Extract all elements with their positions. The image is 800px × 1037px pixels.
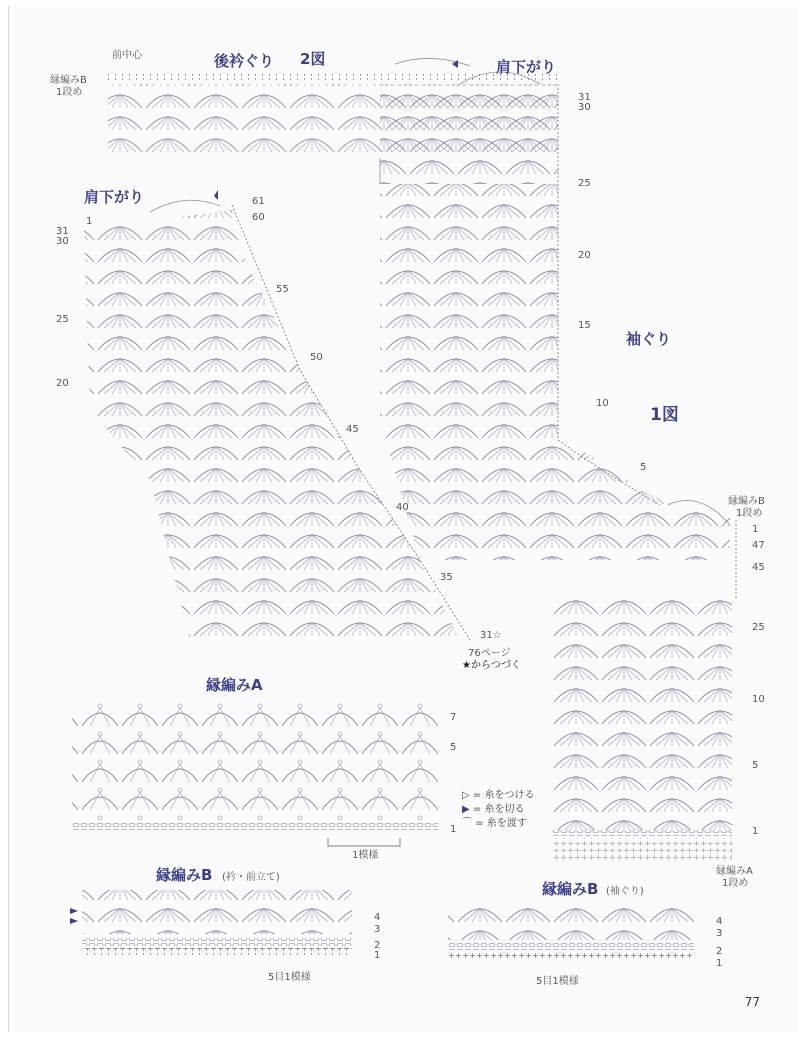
fuchi-b-sode-sub: (袖ぐり) bbox=[606, 886, 644, 897]
row-num: 20 bbox=[56, 378, 69, 389]
five-me-2: 5目1模様 bbox=[536, 976, 579, 987]
row-num: 4 bbox=[374, 912, 381, 923]
row-num: 5 bbox=[752, 760, 759, 771]
legend-cut-text: = 糸を切る bbox=[472, 804, 525, 815]
zu2-title: 2図 bbox=[300, 50, 326, 68]
fuchi-b-right-label: 縁編みB bbox=[728, 496, 765, 507]
row-num: 4 bbox=[716, 916, 723, 927]
one-pattern-a: 1模様 bbox=[352, 850, 379, 861]
continue-marker: 31☆ bbox=[480, 630, 502, 641]
chart-fuchi-b-sode bbox=[448, 900, 694, 959]
row-num: 10 bbox=[752, 694, 765, 705]
continue-from: ★からつづく bbox=[462, 660, 521, 671]
continue-page: 76ページ bbox=[468, 648, 511, 659]
legend-cut-icon: ▶ bbox=[462, 804, 470, 815]
kata-sagari-left: 肩下がり bbox=[84, 188, 145, 206]
mae-chushin-label: 前中心 bbox=[112, 50, 142, 61]
row-num: 20 bbox=[578, 250, 591, 261]
zu1-title: 1図 bbox=[650, 405, 679, 425]
row-num: 3 bbox=[374, 924, 381, 935]
row-num: 45 bbox=[346, 424, 359, 435]
row-num: 1 bbox=[86, 216, 93, 227]
row-num: 1 bbox=[752, 826, 759, 837]
row-num: 7 bbox=[450, 712, 457, 723]
fuchi-b-sode-title: 縁編みB bbox=[542, 880, 599, 898]
ichi-dan-me-label: 1段め bbox=[56, 87, 83, 98]
row-num: 3 bbox=[716, 928, 723, 939]
row-num: 1 bbox=[716, 958, 723, 969]
row-num: 2 bbox=[374, 940, 381, 951]
row-num: 15 bbox=[578, 320, 591, 331]
page-number: 77 bbox=[744, 995, 760, 1009]
row-num: 31 bbox=[56, 226, 69, 237]
row-num: 40 bbox=[396, 502, 409, 513]
legend-attach-icon: ▷ bbox=[462, 790, 470, 801]
kata-sagari-top: 肩下がり bbox=[496, 58, 557, 76]
row-num: 55 bbox=[276, 284, 289, 295]
row-num: 1 bbox=[752, 524, 759, 535]
row-num: 47 bbox=[752, 540, 765, 551]
row-num: 25 bbox=[578, 178, 591, 189]
five-me-1: 5目1模様 bbox=[268, 972, 311, 983]
ichi-dan-me-right: 1段め bbox=[736, 508, 763, 519]
row-num: 60 bbox=[252, 212, 265, 223]
row-num: 2 bbox=[716, 946, 723, 957]
sode-guri-label: 袖ぐり bbox=[626, 330, 672, 348]
row-num: 1 bbox=[450, 824, 457, 835]
chart-fuchi-b-eri bbox=[82, 890, 352, 955]
legend-carry bbox=[462, 814, 527, 829]
row-num: 30 bbox=[56, 236, 69, 247]
fuchi-b-label: 縁編みB bbox=[50, 75, 87, 86]
chart-fuchi-a bbox=[72, 700, 438, 846]
fuchi-a-title: 縁編みA bbox=[206, 676, 263, 694]
row-num: 25 bbox=[56, 314, 69, 325]
fuchi-b-eri-sub: (衿・前立て) bbox=[222, 872, 280, 883]
legend-attach bbox=[462, 786, 534, 801]
row-num: 30 bbox=[578, 102, 591, 113]
row-num: 35 bbox=[440, 572, 453, 583]
row-num: 31 bbox=[578, 92, 591, 103]
row-num: 1 bbox=[374, 950, 381, 961]
row-num: 25 bbox=[752, 622, 765, 633]
row-num: 5 bbox=[450, 742, 457, 753]
legend-attach-text: = 糸をつける bbox=[472, 790, 535, 801]
ichi-dan-me-bottom: 1段め bbox=[722, 878, 749, 889]
row-num: 5 bbox=[640, 462, 647, 473]
row-num: 10 bbox=[596, 398, 609, 409]
legend-carry-text: = 糸を渡す bbox=[475, 818, 527, 829]
row-num: 61 bbox=[252, 196, 265, 207]
fuchi-a-bottom: 縁編みA bbox=[716, 866, 753, 877]
row-num: 45 bbox=[752, 562, 765, 573]
row-num: 50 bbox=[310, 352, 323, 363]
legend-cut bbox=[462, 800, 524, 815]
ushiro-eri-label: 後衿ぐり bbox=[214, 52, 275, 70]
fuchi-b-eri-title: 縁編みB bbox=[156, 866, 213, 884]
legend-carry-icon: ⌒ bbox=[462, 818, 472, 829]
